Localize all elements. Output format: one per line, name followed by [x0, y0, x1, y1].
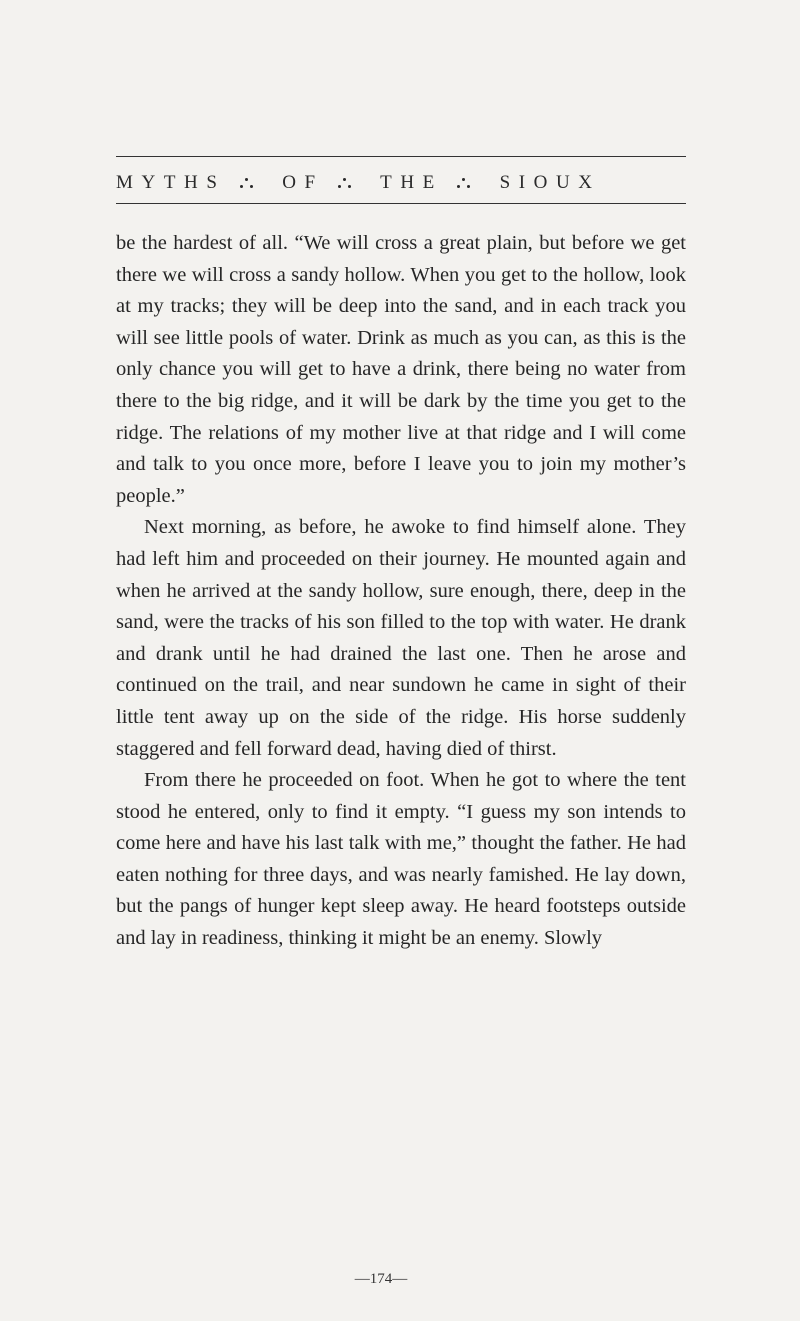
paragraph: be the hardest of all. “We will cross a great plain, but before we get there we will cross a sandy hollow. When you get to the hollow, look at my tracks; they will be deep into the sand, and in each track you will see little pools of water. Drink as much as you can, as this is the only chance you will get to have a drink, there being no water from there to the big ridge, and it will be dark by the time you get to the ridge. The relations of my mother live at that ridge and I will come and talk to you once more, before I leave you to join my mother’s people.” — [116, 232, 686, 507]
therefore-separator-icon — [239, 178, 255, 188]
running-head-word: OF — [282, 172, 324, 193]
paragraph: Next morning, as before, he awoke to find himself alone. They had left him and proceeded on their journey. He mounted again and when he arrived at the sandy hollow, sure enough, there, deep in the sand, were the tracks of his son filled to the top with water. He drank and drank until he had drained the last one. Then he arose and continued on the trail, and near sundown he came in sight of their little tent away up on the side of the ridge. His horse suddenly staggered and fell forward dead, having died of thirst. — [116, 516, 686, 760]
page-number — [0, 1271, 800, 1288]
running-head — [116, 156, 686, 204]
running-head-word: MYTHS — [116, 172, 226, 193]
page-number-text: —174— — [354, 1271, 408, 1287]
running-head-top-rule — [116, 156, 686, 157]
running-head-title — [116, 172, 686, 194]
running-head-word: SIOUX — [499, 172, 601, 193]
therefore-separator-icon — [456, 178, 472, 188]
page-body — [116, 228, 686, 955]
running-head-word: THE — [380, 172, 443, 193]
paragraph: From there he proceeded on foot. When he got to where the tent stood he entered, only to find it empty. “I guess my son intends to come here and have his last talk with me,” thought the father. He had eaten nothing for three days, and was nearly famished. He lay down, but the pangs of hunger kept sleep away. He heard footsteps outside and lay in readiness, thinking it might be an enemy. Slowly — [116, 769, 686, 950]
running-head-bottom-rule — [116, 203, 686, 204]
therefore-separator-icon — [337, 178, 353, 188]
